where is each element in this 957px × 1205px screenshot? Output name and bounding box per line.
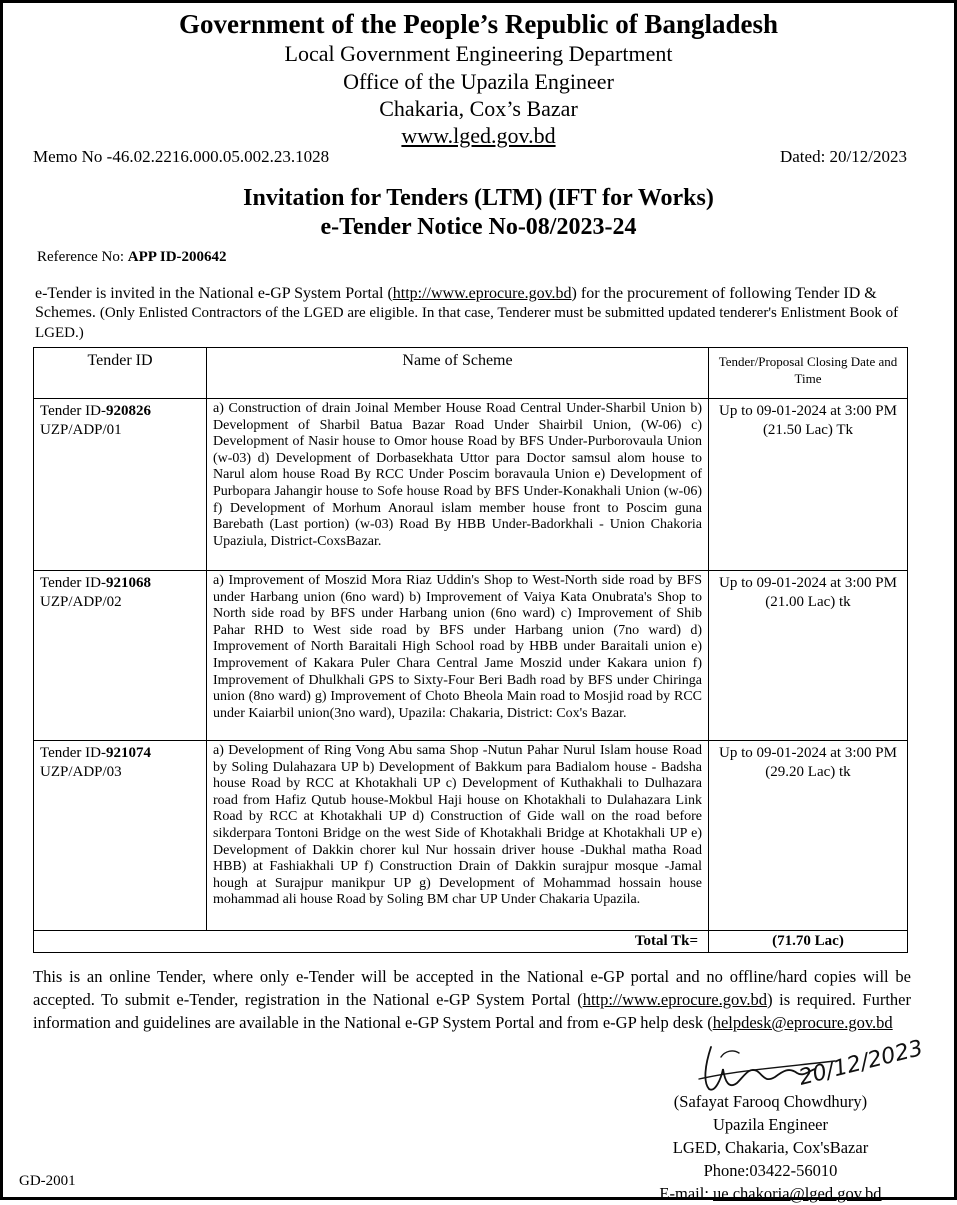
eprocure-link[interactable]: http://www.eprocure.gov.bd	[392, 285, 572, 302]
closing-cell	[709, 399, 908, 571]
notice-number: e-Tender Notice No-08/2023-24	[320, 214, 637, 240]
tender-id-number: 921074	[106, 745, 151, 761]
office-name: Office of the Upazila Engineer	[343, 69, 614, 94]
memo-date: Dated: 20/12/2023	[779, 147, 907, 166]
table-row	[34, 571, 908, 741]
header-closing: Tender/Proposal Closing Date and Time	[709, 348, 908, 399]
online-notice	[33, 965, 911, 1034]
signatory-phone: Phone:03422-56010	[703, 1161, 838, 1180]
table-header-row	[34, 348, 908, 399]
signatory-designation: Upazila Engineer	[713, 1115, 828, 1134]
reference-line	[37, 247, 227, 267]
signatory-block	[593, 1090, 948, 1205]
signatory-office: LGED, Chakaria, Cox'sBazar	[672, 1138, 869, 1157]
tender-id-cell	[34, 399, 207, 571]
tender-table	[33, 347, 908, 953]
closing-date: Up to 09-01-2024 at 3:00 PM	[719, 575, 897, 591]
header-tender-id: Tender ID	[34, 348, 207, 399]
table-row	[34, 399, 908, 571]
signatory-name: (Safayat Farooq Chowdhury)	[673, 1092, 868, 1111]
header-scheme: Name of Scheme	[207, 348, 709, 399]
memo-number: Memo No -46.02.2216.000.05.002.23.1028	[33, 147, 330, 166]
reference-label: Reference No:	[37, 249, 128, 265]
government-name: Government of the People’s Republic of Bangladesh	[179, 9, 778, 39]
closing-date: Up to 09-01-2024 at 3:00 PM	[719, 745, 897, 761]
online-text-2: ) is required. Further information and guidelines are available in the National e-GP System Portal and from e-GP help desk (	[33, 990, 911, 1032]
tender-id-number: 920826	[106, 403, 151, 419]
closing-cell	[709, 571, 908, 741]
estimated-amount: (21.50 Lac) Tk	[762, 422, 854, 438]
intro-note: (Only Enlisted Contractors of the LGED are eligible. In that case, Tenderer must be submitted updated tenderer's Enlistment Book of LGED.)	[35, 305, 899, 341]
package-number: UZP/ADP/03	[40, 764, 122, 780]
table-row	[34, 741, 908, 931]
intro-text-1: e-Tender is invited in the National e-GP System Portal (	[35, 285, 393, 302]
estimated-amount: (21.00 Lac) tk	[765, 594, 851, 610]
tender-id-cell	[34, 571, 207, 741]
reference-value: APP ID-200642	[127, 249, 227, 265]
closing-cell	[709, 741, 908, 931]
office-location: Chakaria, Cox’s Bazar	[379, 96, 578, 121]
estimated-amount: (29.20 Lac) tk	[765, 764, 851, 780]
online-text-1: This is an online Tender, where only e-Tender will be accepted in the National e-GP portal and no offline/hard copies will be accepted. To submit e-Tender, registration in the National e-GP System Portal (	[33, 967, 911, 1009]
email-label: E-mail:	[659, 1184, 714, 1203]
total-row	[34, 931, 908, 953]
helpdesk-email-link[interactable]: helpdesk@eprocure.gov.bd	[712, 1013, 893, 1032]
signatory-email-line	[593, 1182, 948, 1205]
eprocure-link-2[interactable]: http://www.eprocure.gov.bd	[582, 990, 768, 1009]
package-number: UZP/ADP/01	[40, 422, 122, 438]
package-number: UZP/ADP/02	[40, 594, 122, 610]
closing-date: Up to 09-01-2024 at 3:00 PM	[719, 403, 897, 419]
scheme-cell: a) Development of Ring Vong Abu sama Shop -Nutun Pahar Nurul Islam house Road by Soling Dulahazara UP b) Development of Bakkum para Badialom house - Badsha house Road by RCC at Khotakhali UP c) Development of Kuthakhali to Dulhazara road from Hafiz Qutub house-Mokbul Haji house on Khotakhali to Dulahazara Link Road by RCC at Khotakhali UP d) Construction of Gide wall on the road before sikderpara Tontoni Bridge on the west Side of Khotakhali Bridge at Khotakhali UP e) Development of Dakkin chorer kul Nur hossain driver house -Dukhal matha Road HBB) at Fashiakhali UP f) Construction Drain of Dakkin surajpur mosque -Jamal hough at Surajpur manikpur UP g) Development of Mohammad hossain house mohammad ali house Road by Soling BM char UP Under Chakaria Upazila.	[207, 741, 709, 931]
signature-date: 20/12/2023	[796, 1035, 926, 1091]
scheme-cell: a) Construction of drain Joinal Member House Road Central Under-Sharbil Union b) Development of Sharbil Batua Bazar Road Under Shairbil Union, (W-06) c) Development of Nasir house to Omor house Road by BFS Under-Purborovaula Union (w-03) d) Development of Dorbasekhata Uttor para Doctor samsul alom house to Narul alom house Road By RCC Under Poscim boravaula Union e) Development of Purbopara Jahangir house to Sofe house Road by BFS Under-Konakhali Union (w-06) f) Development of Morhum Anoraul islam member house front to Poscim guna Barebath (Last portion) (w-03) Road By HBB Under-Badorkhali - Union Chakoria Upaziula, District-CoxsBazar.	[207, 399, 709, 571]
total-value: (71.70 Lac)	[709, 931, 908, 953]
website-link[interactable]: www.lged.gov.bd	[401, 123, 556, 148]
scheme-cell: a) Improvement of Moszid Mora Riaz Uddin's Shop to West-North side road by BFS under Harbang union (6no ward) b) Improvement of Vaiya Kata Onubrata's Shop to North side road by BFS under Harbang union (6no ward) c) Improvement of Shib Pahar RHD to West side road by BFS under Harbang union (7no ward) d) Improvement of North Baraitali High School road by HBB under Baraitali union e) Improvement of Kakara Puler Chara Central Jame Moszid under Kakara union f) Improvement of Dhulkhali GPS to Sixty-Four Beri Badh road by BFS under Chiringa union (8no ward) g) Improvement of Choto Bheola Main road to Mosjid road by RCC under Kaiarbil union(3no ward), Upazila: Chakaria, District: Cox's Bazar.	[207, 571, 709, 741]
total-label: Total Tk=	[34, 931, 709, 953]
tender-id-cell	[34, 741, 207, 931]
tender-id-prefix: Tender ID-	[40, 745, 106, 761]
department-name: Local Government Engineering Department	[284, 41, 673, 66]
form-code: GD-2001	[19, 1173, 76, 1189]
intro-text-2: ) for the procurement of following Tender ID & Schemes.	[35, 285, 877, 321]
tender-id-prefix: Tender ID-	[40, 403, 106, 419]
notice-title: Invitation for Tenders (LTM) (IFT for Works)	[243, 185, 714, 211]
tender-id-prefix: Tender ID-	[40, 575, 106, 591]
intro-paragraph	[35, 284, 915, 343]
signatory-email-link[interactable]: ue.chakoria@lged.gov.bd	[713, 1184, 882, 1203]
tender-id-number: 921068	[106, 575, 151, 591]
